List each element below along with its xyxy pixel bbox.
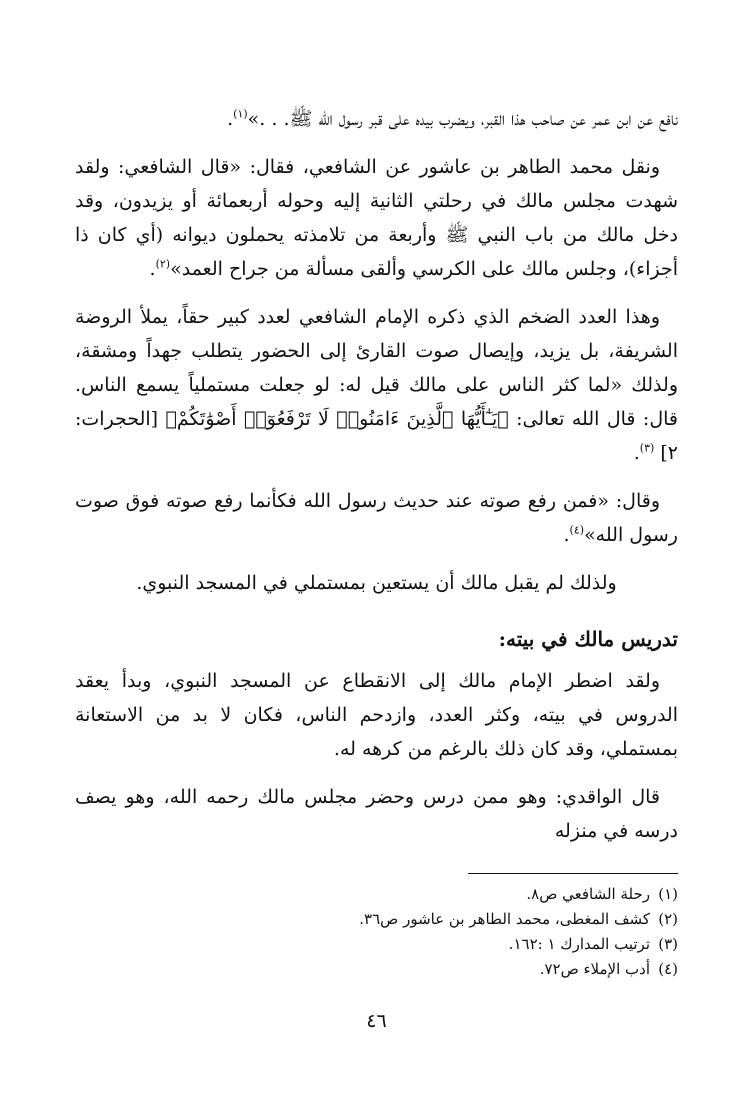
paragraph-2: ونقل محمد الطاهر بن عاشور عن الشافعي، فقال: «قال الشافعي: ولقد شهدت مجلس مالك في رحلتي الثانية إليه وحوله أربعمائة أو يزيدون، وقد دخل مالك من باب النبي ﷺ وأربعة من تلامذته يحملون ديوانه (أي كان ذا أجزاء)، وجلس مالك على الكرسي وألقى مسألة من جراح العمد»$^{(٢)}$. [75, 156, 678, 280]
paragraph-4: وقال: «فمن رفع صوته عند حديث رسول الله فكأنما رفع صوته فوق صوت رسول الله»$^{(٤)}$. [75, 490, 678, 546]
section-paragraph-1: ولقد اضطر الإمام مالك إلى الانقطاع عن المسجد النبوي، وبدأ يعقد الدروس في بيته، وكثر العدد، وازدحم الناس، فكان لا بد من الاستعانة بمستملي، وقد كان ذلك بالرغم من كرهه له. [75, 670, 678, 760]
page-number: ٤٦ [366, 1010, 387, 1032]
footnote-text: ترتيب المدارك ١ :١٦٢. [508, 935, 650, 953]
footnote-text: كشف المغطى، محمد الطاهر بن عاشور ص٣٦. [359, 910, 650, 928]
main-text [75, 102, 678, 862]
footnote-ref-4[interactable]: (٤) [569, 523, 585, 537]
footnote-number: (٣) [658, 935, 678, 953]
footnote-divider [468, 873, 678, 874]
footnote-item [75, 957, 678, 982]
footnote-ref-3[interactable]: (٣) [639, 441, 655, 455]
footnote-number: (٢) [658, 910, 678, 928]
footnote-number: (٤) [658, 960, 678, 978]
section-paragraph-2: قال الواقدي: وهو ممن درس وحضر مجلس مالك رحمه الله، وهو يصف درسه في منزله [75, 786, 678, 842]
paragraph-3: وهذا العدد الضخم الذي ذكره الإمام الشافعي لعدد كبير حقاً، يملأ الروضة الشريفة، بل يزيد، وإيصال صوت القارئ إلى الحضور يتطلب جهداً ومشقة، ولذلك «لما كثر الناس على مالك قيل له: لو جعلت مستملياً يسمع الناس. قال: قال الله تعالى: ﴿يَـٰٓأَيُّهَا ٱلَّذِينَ ءَامَنُوا۟ لَا تَرْفَعُوٓا۟ أَصْوَٰتَكُمْ﴾ [الحجرات: ٢] $^{(٣)}$. [75, 306, 678, 464]
footnote-ref-1[interactable]: (١) [233, 107, 248, 121]
paragraph-5: ولذلك لم يقبل مالك أن يستعين بمستملي في المسجد النبوي. [136, 572, 617, 594]
paragraph-1: نافع عن ابن عمر عن صاحب هذا القبر، ويضرب بيده على قبر رسول الله ﷺ. . .»$^{(١)}$. [227, 107, 678, 130]
section-heading: تدريس مالك في بيته: [498, 627, 678, 651]
footnote-text: أدب الإملاء ص٧٢. [539, 960, 650, 978]
footnote-item [75, 882, 678, 907]
footnote-text: رحلة الشافعي ص٨. [526, 885, 650, 903]
footnote-item [75, 907, 678, 932]
footnotes-list [75, 882, 678, 982]
footnote-ref-2[interactable]: (٢) [155, 257, 171, 271]
footnote-number: (١) [658, 885, 678, 903]
footnote-item [75, 932, 678, 957]
